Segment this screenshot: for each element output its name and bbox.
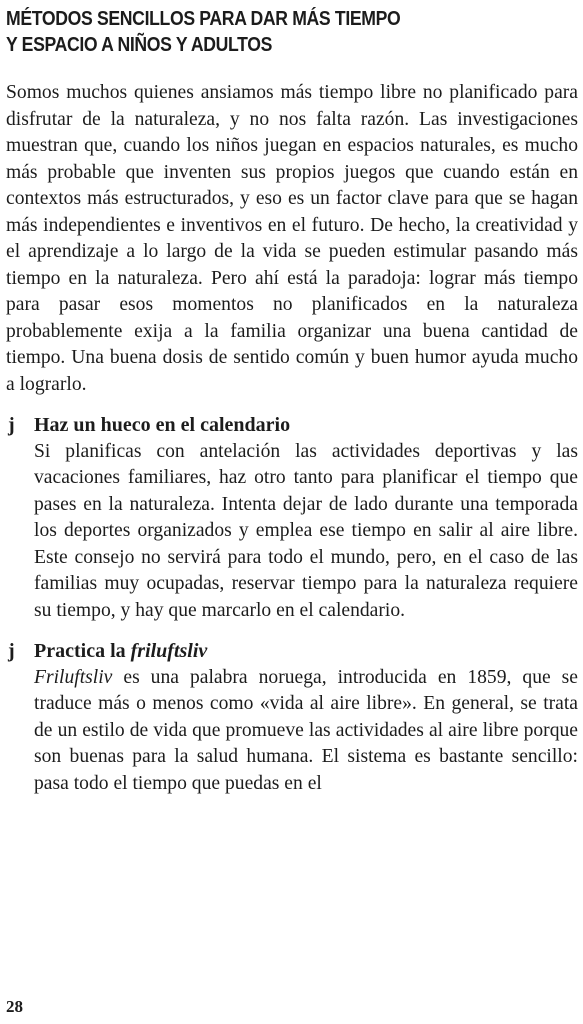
tip-friluftsliv-title-italic: friluftsliv xyxy=(130,640,208,662)
tip-bullet-2: j xyxy=(8,640,15,662)
page-number: 28 xyxy=(6,997,23,1016)
tip-calendar xyxy=(6,412,579,624)
section-heading-line-2: Y ESPACIO A NIÑOS Y ADULTOS xyxy=(6,33,272,56)
tip-friluftsliv-title-prefix: Practica la xyxy=(34,640,131,662)
tip-friluftsliv-title xyxy=(34,638,579,665)
section-heading xyxy=(6,6,470,58)
tip-calendar-body: Si planificas con antelación las actividades deportivas y las vacaciones familiares, haz otro tanto para planificar el tiempo que pases en la naturaleza. Intenta dejar de lado durante una temporada los deportes organizados y emplea ese tiempo en salir al aire libre. Este consejo no servirá para todo el mundo, pero, en el caso de las familias muy ocupadas, reservar tiempo para la naturaleza requiere su tiempo, y hay que marcarlo en el calendario. xyxy=(34,440,578,621)
section-heading-line-1: MÉTODOS SENCILLOS PARA DAR MÁS TIEMPO xyxy=(6,7,401,30)
tip-friluftsliv-body-text: es una palabra noruega, introducida en 1859, que se traduce más o menos como «vida al aire libre». En general, se trata de un estilo de vida que promueve las actividades al aire libre porque son buenas para la salud humana. El sistema es bastante sencillo: pasa todo el tiempo que puedas en el xyxy=(34,666,578,794)
tip-friluftsliv-body-lead: Friluftsliv xyxy=(34,666,113,688)
book-page xyxy=(6,6,579,797)
tip-bullet-1: j xyxy=(8,414,15,436)
intro-paragraph: Somos muchos quienes ansiamos más tiempo libre no planificado para disfrutar de la naturaleza, y no nos falta razón. Las investigaciones muestran que, cuando los niños juegan en espacios naturales, es mucho más probable que inventen sus propios juegos que cuando están en contextos más estructurados, y eso es un factor clave para que se hagan más independientes e inventivos en el futuro. De hecho, la creatividad y el aprendizaje a lo largo de la vida se pueden estimular pasando más tiempo en la naturaleza. Pero ahí está la paradoja: lograr más tiempo para pasar esos momentos no planificados en la naturaleza probablemente exija a la familia organizar una buena cantidad de tiempo. Una buena dosis de sentido común y buen humor ayuda mucho a lograrlo. xyxy=(6,82,578,395)
tip-friluftsliv-body xyxy=(34,665,578,798)
tip-friluftsliv xyxy=(6,638,579,797)
tip-calendar-title: Haz un hueco en el calendario xyxy=(34,414,291,436)
